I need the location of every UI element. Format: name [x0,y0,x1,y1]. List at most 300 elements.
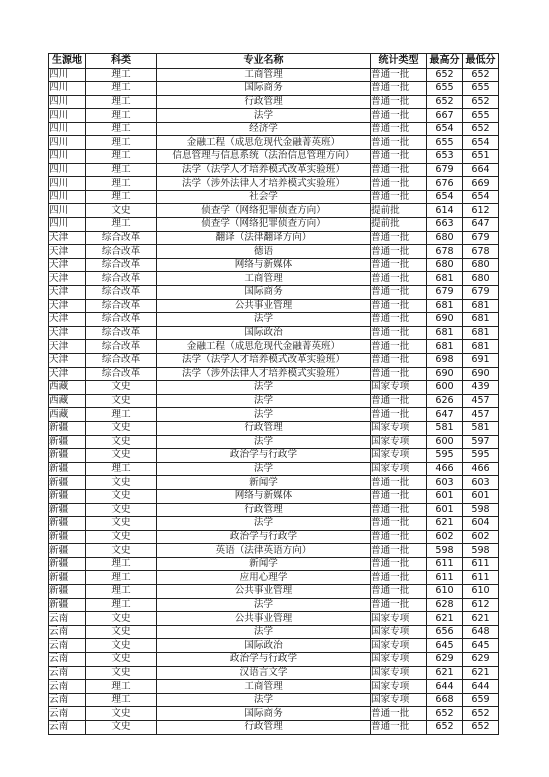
cell-major-name: 国际商务 [157,82,371,96]
cell-major-name: 经济学 [157,122,371,136]
table-row [49,190,499,204]
table-row [49,585,499,599]
cell-max-score: 652 [427,707,463,721]
cell-max-score: 678 [427,245,463,259]
cell-max-score: 681 [427,340,463,354]
cell-min-score: 603 [463,476,499,490]
table-row [49,421,499,435]
cell-major-name: 政治学与行政学 [157,449,371,463]
cell-statistic-type: 国家专项 [371,666,427,680]
table-row [49,653,499,667]
table-row [49,517,499,531]
cell-min-score: 602 [463,530,499,544]
cell-statistic-type: 普通一批 [371,299,427,313]
cell-region: 四川 [49,218,86,232]
table-row [49,489,499,503]
cell-region: 新疆 [49,476,86,490]
cell-statistic-type: 国家专项 [371,462,427,476]
cell-region: 天津 [49,326,86,340]
table-row [49,326,499,340]
cell-subject-type: 文史 [86,653,157,667]
cell-region: 天津 [49,245,86,259]
table-row [49,625,499,639]
cell-major-name: 汉语言文学 [157,666,371,680]
cell-subject-type: 文史 [86,449,157,463]
cell-max-score: 601 [427,489,463,503]
cell-region: 四川 [49,190,86,204]
cell-major-name: 工商管理 [157,272,371,286]
cell-major-name: 法学 [157,109,371,123]
table-row [49,721,499,735]
cell-subject-type: 文史 [86,503,157,517]
cell-max-score: 681 [427,299,463,313]
cell-min-score: 597 [463,435,499,449]
cell-major-name: 法学（法学人才培养模式改革实验班） [157,163,371,177]
cell-major-name: 法学 [157,408,371,422]
cell-statistic-type: 普通一批 [371,408,427,422]
cell-max-score: 698 [427,353,463,367]
table-row [49,136,499,150]
cell-statistic-type: 普通一批 [371,326,427,340]
cell-subject-type: 综合改革 [86,340,157,354]
cell-min-score: 621 [463,666,499,680]
cell-max-score: 629 [427,653,463,667]
cell-region: 云南 [49,653,86,667]
cell-statistic-type: 提前批 [371,204,427,218]
cell-region: 天津 [49,231,86,245]
cell-max-score: 655 [427,82,463,96]
cell-statistic-type: 普通一批 [371,557,427,571]
cell-region: 天津 [49,286,86,300]
cell-subject-type: 理工 [86,598,157,612]
table-row [49,612,499,626]
header-min-score: 最低分 [463,54,499,69]
cell-min-score: 681 [463,340,499,354]
cell-major-name: 网络与新媒体 [157,489,371,503]
cell-max-score: 656 [427,625,463,639]
cell-subject-type: 综合改革 [86,231,157,245]
cell-min-score: 652 [463,707,499,721]
cell-subject-type: 理工 [86,408,157,422]
cell-subject-type: 理工 [86,693,157,707]
cell-subject-type: 理工 [86,177,157,191]
cell-region: 四川 [49,95,86,109]
cell-region: 四川 [49,109,86,123]
cell-major-name: 信息管理与信息系统（法治信息管理方向） [157,150,371,164]
cell-max-score: 600 [427,435,463,449]
cell-max-score: 680 [427,231,463,245]
cell-major-name: 法学 [157,693,371,707]
cell-min-score: 644 [463,680,499,694]
cell-subject-type: 综合改革 [86,258,157,272]
cell-statistic-type: 国家专项 [371,639,427,653]
cell-statistic-type: 普通一批 [371,177,427,191]
cell-statistic-type: 普通一批 [371,721,427,735]
cell-subject-type: 文史 [86,530,157,544]
cell-min-score: 457 [463,408,499,422]
cell-region: 新疆 [49,435,86,449]
table-row [49,462,499,476]
cell-statistic-type: 普通一批 [371,95,427,109]
cell-major-name: 国际政治 [157,326,371,340]
cell-max-score: 614 [427,204,463,218]
cell-region: 云南 [49,666,86,680]
table-row [49,68,499,82]
cell-major-name: 行政管理 [157,95,371,109]
cell-min-score: 679 [463,231,499,245]
cell-subject-type: 理工 [86,680,157,694]
cell-statistic-type: 普通一批 [371,585,427,599]
table-row [49,177,499,191]
cell-region: 四川 [49,68,86,82]
cell-statistic-type: 普通一批 [371,707,427,721]
cell-subject-type: 文史 [86,639,157,653]
cell-statistic-type: 普通一批 [371,136,427,150]
cell-subject-type: 文史 [86,666,157,680]
cell-statistic-type: 国家专项 [371,693,427,707]
cell-subject-type: 文史 [86,435,157,449]
cell-min-score: 611 [463,557,499,571]
cell-region: 新疆 [49,449,86,463]
cell-region: 天津 [49,367,86,381]
cell-region: 新疆 [49,598,86,612]
cell-max-score: 663 [427,218,463,232]
cell-subject-type: 综合改革 [86,353,157,367]
cell-statistic-type: 普通一批 [371,476,427,490]
cell-major-name: 公共事业管理 [157,299,371,313]
cell-max-score: 644 [427,680,463,694]
cell-statistic-type: 普通一批 [371,150,427,164]
cell-max-score: 621 [427,666,463,680]
cell-subject-type: 理工 [86,109,157,123]
cell-min-score: 679 [463,286,499,300]
table-row [49,544,499,558]
cell-min-score: 691 [463,353,499,367]
cell-max-score: 626 [427,394,463,408]
cell-min-score: 611 [463,571,499,585]
cell-subject-type: 理工 [86,136,157,150]
cell-region: 四川 [49,163,86,177]
cell-min-score: 681 [463,299,499,313]
cell-region: 新疆 [49,503,86,517]
cell-subject-type: 文史 [86,394,157,408]
table-row [49,381,499,395]
cell-major-name: 翻译（法律翻译方向） [157,231,371,245]
cell-min-score: 654 [463,190,499,204]
cell-region: 西藏 [49,381,86,395]
cell-region: 新疆 [49,544,86,558]
cell-major-name: 社会学 [157,190,371,204]
cell-major-name: 行政管理 [157,421,371,435]
cell-region: 天津 [49,258,86,272]
cell-min-score: 652 [463,68,499,82]
cell-major-name: 行政管理 [157,503,371,517]
cell-subject-type: 理工 [86,82,157,96]
cell-region: 云南 [49,693,86,707]
cell-major-name: 公共事业管理 [157,612,371,626]
cell-statistic-type: 普通一批 [371,489,427,503]
cell-statistic-type: 提前批 [371,218,427,232]
cell-major-name: 法学 [157,313,371,327]
cell-statistic-type: 普通一批 [371,122,427,136]
cell-major-name: 网络与新媒体 [157,258,371,272]
cell-subject-type: 理工 [86,585,157,599]
cell-major-name: 法学 [157,462,371,476]
cell-min-score: 439 [463,381,499,395]
cell-major-name: 法学 [157,517,371,531]
table-row [49,367,499,381]
cell-statistic-type: 普通一批 [371,340,427,354]
cell-statistic-type: 普通一批 [371,394,427,408]
cell-max-score: 668 [427,693,463,707]
cell-min-score: 652 [463,122,499,136]
cell-major-name: 金融工程（成思危现代金融菁英班） [157,340,371,354]
cell-min-score: 610 [463,585,499,599]
table-row [49,707,499,721]
cell-statistic-type: 普通一批 [371,190,427,204]
cell-max-score: 681 [427,272,463,286]
cell-statistic-type: 普通一批 [371,367,427,381]
cell-major-name: 工商管理 [157,68,371,82]
cell-region: 天津 [49,340,86,354]
cell-statistic-type: 国家专项 [371,653,427,667]
cell-min-score: 612 [463,204,499,218]
cell-min-score: 645 [463,639,499,653]
cell-statistic-type: 国家专项 [371,381,427,395]
cell-statistic-type: 普通一批 [371,163,427,177]
table-row [49,449,499,463]
cell-subject-type: 文史 [86,544,157,558]
table-row [49,693,499,707]
table-row [49,408,499,422]
cell-max-score: 655 [427,136,463,150]
cell-max-score: 681 [427,326,463,340]
cell-region: 天津 [49,353,86,367]
cell-subject-type: 综合改革 [86,367,157,381]
header-subject-type: 科类 [86,54,157,69]
table-row [49,286,499,300]
cell-region: 新疆 [49,462,86,476]
cell-region: 云南 [49,721,86,735]
table-row [49,435,499,449]
cell-statistic-type: 国家专项 [371,435,427,449]
cell-min-score: 581 [463,421,499,435]
cell-max-score: 598 [427,544,463,558]
cell-major-name: 行政管理 [157,721,371,735]
cell-min-score: 651 [463,150,499,164]
table-row [49,394,499,408]
table-row [49,122,499,136]
cell-region: 西藏 [49,408,86,422]
cell-region: 天津 [49,299,86,313]
cell-subject-type: 文史 [86,381,157,395]
cell-subject-type: 综合改革 [86,286,157,300]
cell-max-score: 680 [427,258,463,272]
cell-statistic-type: 普通一批 [371,313,427,327]
cell-subject-type: 文史 [86,204,157,218]
cell-major-name: 公共事业管理 [157,585,371,599]
cell-max-score: 652 [427,68,463,82]
cell-min-score: 655 [463,82,499,96]
cell-max-score: 652 [427,721,463,735]
cell-major-name: 金融工程（成思危现代金融菁英班） [157,136,371,150]
cell-statistic-type: 普通一批 [371,503,427,517]
table-row [49,82,499,96]
table-row [49,150,499,164]
cell-max-score: 654 [427,122,463,136]
table-row [49,299,499,313]
cell-subject-type: 理工 [86,557,157,571]
cell-min-score: 598 [463,503,499,517]
cell-min-score: 595 [463,449,499,463]
cell-min-score: 466 [463,462,499,476]
cell-statistic-type: 普通一批 [371,231,427,245]
cell-statistic-type: 国家专项 [371,625,427,639]
cell-max-score: 645 [427,639,463,653]
cell-subject-type: 文史 [86,707,157,721]
cell-major-name: 侦查学（网络犯罪侦查方向） [157,204,371,218]
cell-major-name: 英语（法律英语方向） [157,544,371,558]
cell-region: 新疆 [49,571,86,585]
cell-min-score: 669 [463,177,499,191]
header-max-score: 最高分 [427,54,463,69]
cell-major-name: 法学 [157,394,371,408]
cell-min-score: 681 [463,326,499,340]
cell-subject-type: 理工 [86,122,157,136]
cell-region: 新疆 [49,530,86,544]
table-row [49,95,499,109]
table-row [49,503,499,517]
cell-major-name: 法学（涉外法律人才培养模式实验班） [157,367,371,381]
cell-subject-type: 理工 [86,190,157,204]
cell-major-name: 侦查学（网络犯罪侦查方向） [157,218,371,232]
table-row [49,639,499,653]
cell-statistic-type: 普通一批 [371,68,427,82]
cell-max-score: 653 [427,150,463,164]
cell-region: 天津 [49,313,86,327]
cell-region: 四川 [49,122,86,136]
cell-statistic-type: 普通一批 [371,530,427,544]
cell-statistic-type: 普通一批 [371,286,427,300]
table-row [49,530,499,544]
cell-max-score: 628 [427,598,463,612]
cell-region: 天津 [49,272,86,286]
cell-max-score: 621 [427,517,463,531]
cell-statistic-type: 国家专项 [371,680,427,694]
cell-max-score: 611 [427,557,463,571]
table-row [49,272,499,286]
cell-statistic-type: 普通一批 [371,544,427,558]
table-row [49,571,499,585]
cell-region: 新疆 [49,421,86,435]
cell-subject-type: 文史 [86,625,157,639]
cell-max-score: 679 [427,286,463,300]
cell-min-score: 612 [463,598,499,612]
cell-max-score: 466 [427,462,463,476]
cell-major-name: 国际政治 [157,639,371,653]
cell-statistic-type: 普通一批 [371,109,427,123]
cell-min-score: 680 [463,272,499,286]
header-statistic-type: 统计类型 [371,54,427,69]
cell-statistic-type: 国家专项 [371,449,427,463]
cell-statistic-type: 普通一批 [371,571,427,585]
table-row [49,666,499,680]
cell-major-name: 国际商务 [157,286,371,300]
cell-subject-type: 文史 [86,421,157,435]
cell-min-score: 664 [463,163,499,177]
cell-statistic-type: 国家专项 [371,421,427,435]
cell-major-name: 新闻学 [157,476,371,490]
cell-min-score: 655 [463,109,499,123]
cell-statistic-type: 国家专项 [371,612,427,626]
cell-statistic-type: 普通一批 [371,598,427,612]
cell-subject-type: 理工 [86,571,157,585]
table-row [49,598,499,612]
cell-max-score: 654 [427,190,463,204]
cell-min-score: 648 [463,625,499,639]
cell-min-score: 652 [463,95,499,109]
cell-major-name: 法学（法学人才培养模式改革实验班） [157,353,371,367]
cell-subject-type: 综合改革 [86,326,157,340]
cell-major-name: 法学 [157,625,371,639]
cell-min-score: 654 [463,136,499,150]
cell-max-score: 601 [427,503,463,517]
cell-min-score: 678 [463,245,499,259]
cell-max-score: 621 [427,612,463,626]
cell-max-score: 581 [427,421,463,435]
cell-major-name: 工商管理 [157,680,371,694]
cell-max-score: 610 [427,585,463,599]
cell-min-score: 604 [463,517,499,531]
table-row [49,476,499,490]
table-row [49,340,499,354]
cell-major-name: 国际商务 [157,707,371,721]
cell-max-score: 603 [427,476,463,490]
cell-min-score: 652 [463,721,499,735]
cell-max-score: 667 [427,109,463,123]
cell-min-score: 659 [463,693,499,707]
header-region: 生源地 [49,54,86,69]
cell-major-name: 应用心理学 [157,571,371,585]
table-row [49,258,499,272]
cell-major-name: 德语 [157,245,371,259]
cell-region: 四川 [49,82,86,96]
table-row [49,313,499,327]
cell-major-name: 法学 [157,598,371,612]
cell-region: 新疆 [49,557,86,571]
cell-major-name: 法学 [157,435,371,449]
cell-region: 云南 [49,612,86,626]
cell-region: 四川 [49,136,86,150]
cell-subject-type: 文史 [86,517,157,531]
table-body [49,68,499,734]
cell-subject-type: 文史 [86,476,157,490]
cell-subject-type: 理工 [86,95,157,109]
table-row [49,109,499,123]
cell-min-score: 680 [463,258,499,272]
table-row [49,680,499,694]
cell-major-name: 法学（涉外法律人才培养模式实验班） [157,177,371,191]
cell-statistic-type: 普通一批 [371,245,427,259]
cell-subject-type: 综合改革 [86,272,157,286]
cell-max-score: 679 [427,163,463,177]
cell-min-score: 681 [463,313,499,327]
table-row [49,218,499,232]
cell-region: 云南 [49,680,86,694]
cell-max-score: 602 [427,530,463,544]
cell-statistic-type: 普通一批 [371,272,427,286]
cell-max-score: 647 [427,408,463,422]
